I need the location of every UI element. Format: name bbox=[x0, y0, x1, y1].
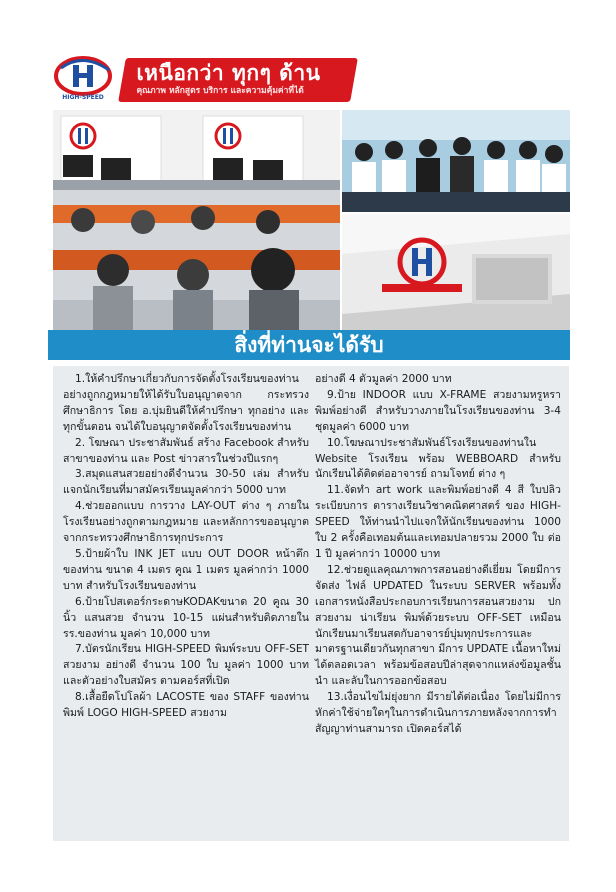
header-title: เหนือกว่า ทุกๆ ด้าน bbox=[136, 61, 321, 85]
benefit-item-8: 8.เสื้อยืดโปโลผ้า LACOSTE ของ STAFF ของท่าน พิมพ์ LOGO HIGH-SPEED สวยงาม bbox=[63, 691, 309, 720]
benefit-item-5: 5.ป้ายผ้าใบ INK JET แบบ OUT DOOR หน้าตึกของท่าน ขนาด 4 เมตร คูณ 1 เมตร มูลค่ากว่า 1000 บาท สำหรับโรงเรียนของท่าน bbox=[63, 547, 309, 592]
benefit-item-6: 6.ป้ายโปสเตอร์กระดาษKODAKขนาด 20 คูณ 30 นิ้ว แสนสวย จำนวน 10-15 แผ่นสำหรับติดภายใน รร.ของท่าน มูลค่า 10,000 บาท bbox=[63, 595, 309, 640]
section-title: สิ่งที่ท่านจะได้รับ bbox=[234, 333, 384, 357]
benefit-item-13: 13.เงื่อนไขไม่ยุ่งยาก มีรายได้ต่อเนื่อง โดยไม่มีการหักค่าใช้จ่ายใดๆในการดำเนินการภายหลังจากการทำสัญญาท่านสามารถ เปิดคอร์สได้ bbox=[315, 691, 561, 735]
benefit-item-4: 4.ช่วยออกแบบ การวาง LAY-OUT ต่าง ๆ ภายในโรงเรียนอย่างถูกตามกฎหมาย และหลักการขออนุญาตจากกระทรวงศึกษาธิการทุกประการ bbox=[63, 500, 309, 545]
benefit-item-12: 12.ช่วยดูแลคุณภาพการสอนอย่างดีเยี่ยม โดยมีการจัดส่ง ไฟล์ UPDATED ในระบบ SERVER พร้อมทั้งเอกสารหนังสือประกอบการเรียนการสอนสวยงาม ปกสวยงาม น่าเรียน พิมพ์ด้วยระบบ OFF-SET เหมือนนักเรียนมาเรียนสดกับอาจารย์บุ่มทุกประการและมาตรฐานเดียวกันทุกสาขา มีการ UPDATE เนื้อหาใหม่ได้ตลอดเวลา พร้อมข้อสอบปีล่าสุดจากแหล่งข้อมูลชั้นนำ และลับในการออกข้อสอบ bbox=[315, 563, 561, 688]
svg-text:HIGH-SPEED: HIGH-SPEED bbox=[62, 94, 104, 100]
classroom-photo bbox=[53, 110, 340, 330]
benefits-right-column bbox=[315, 372, 561, 738]
benefit-item-9: 9.ป้าย INDOOR แบบ X-FRAME สวยงามหรูหรา พิมพ์อย่างดี สำหรับวางภายในโรงเรียนของท่าน 3-4 ชุดมูลค่า 6000 บาท bbox=[315, 388, 561, 433]
header-subtitle: คุณภาพ หลักสูตร บริการ และความคุ้มค่าที่ได้ bbox=[136, 86, 304, 96]
booth-photo bbox=[342, 214, 570, 330]
benefit-item-7: 7.บัตรนักเรียน HIGH-SPEED พิมพ์ระบบ OFF-SET สวยงาม อย่างดี จำนวน 100 ใบ มูลค่า 1000 บาท และตัวอย่างใบสมัคร ตามคอร์สที่เปิด bbox=[63, 643, 309, 688]
header-banner bbox=[118, 58, 358, 102]
benefit-item-10: 10.โฆษณาประชาสัมพันธ์โรงเรียนของท่านใน Website โรงเรียน พร้อม WEBBOARD สำหรับนักเรียนได้ติดต่ออาจารย์ ถามโจทย์ ต่าง ๆ bbox=[315, 436, 561, 481]
benefit-item-2: 2. โฆษณา ประชาสัมพันธ์ สร้าง Facebook สำหรับสาขาของท่าน และ Post ข่าวสารในช่วงปีแรกๆ bbox=[63, 436, 309, 465]
benefit-item-3: 3.สมุดแสนสวยอย่างดีจำนวน 30-50 เล่ม สำหรับแจกนักเรียนที่มาสมัครเรียนมูลค่ากว่า 5000 บาท bbox=[63, 468, 309, 497]
benefit-item-1: 1.ให้คำปรึกษาเกี่ยวกับการจัดตั้งโรงเรียนของท่านอย่างถูกกฎหมายให้ได้รับใบอนุญาตจาก กระทรวงศึกษาธิการ โดย อ.บุ่มยินดีให้คำปรึกษา ทุกอย่าง และทุกขั้นตอน จนได้ใบอนุญาตจัดตั้งโรงเรียนของท่าน bbox=[63, 373, 309, 433]
benefit-item-8-continued: อย่างดี 4 ตัวมูลค่า 2000 บาท bbox=[315, 373, 452, 385]
high-speed-logo bbox=[53, 56, 121, 100]
benefit-item-11: 11.จัดทำ art work และพิมพ์อย่างดี 4 สี ใบปลิวระเบียบการ ตารางเรียนวิชาคณิตศาสตร์ ของ HIGH-SPEED ให้ท่านนำไปแจกให้นักเรียนของท่าน 1000 ใบ 2 ครั้งคือเทอมต้นและเทอมปลายรวม 2000 ใบ ต่อ 1 ปี มูลค่ากว่า 10000 บาท bbox=[315, 484, 561, 560]
group-photo bbox=[342, 110, 570, 212]
benefits-left-column bbox=[63, 372, 309, 722]
section-header bbox=[48, 330, 570, 360]
